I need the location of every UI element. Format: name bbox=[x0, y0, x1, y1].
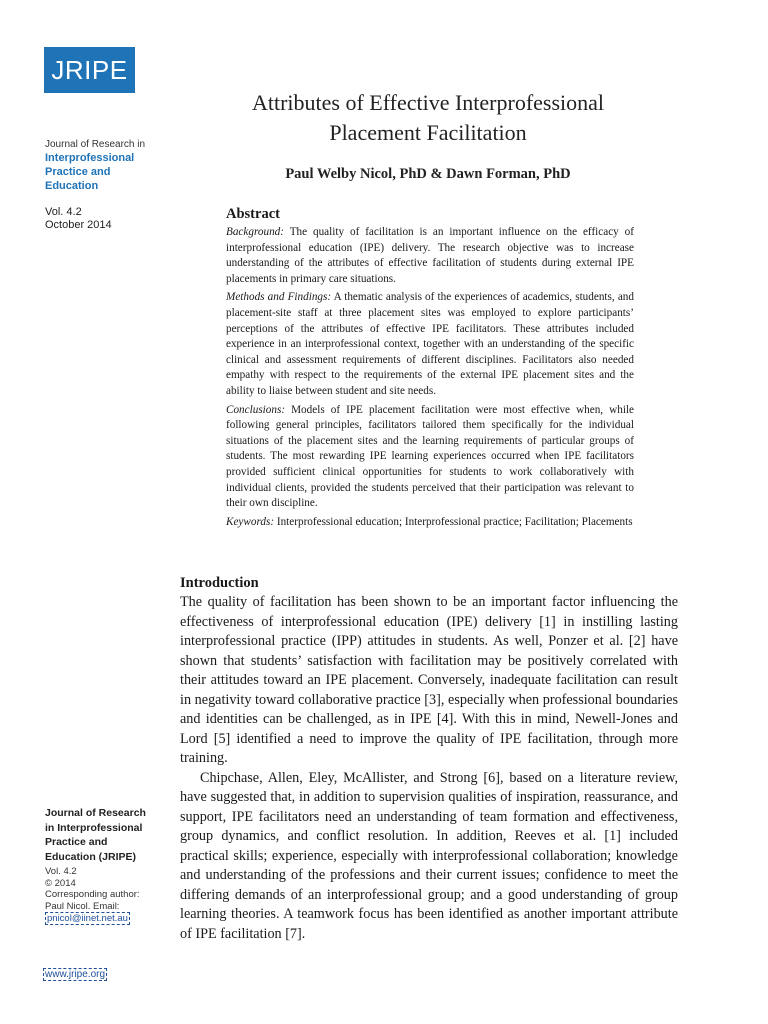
conclusions-label: Conclusions: bbox=[226, 403, 286, 416]
journal-emphasis-line: Interprofessional bbox=[45, 152, 135, 164]
citation-journal-name bbox=[45, 806, 155, 864]
title-line: Attributes of Effective Interprofessional bbox=[251, 90, 605, 115]
background-label: Background: bbox=[226, 226, 284, 238]
website-link[interactable]: www.jripe.org bbox=[45, 969, 106, 980]
paragraph: The quality of facilitation has been shown to be an important factor influencing the effectiveness of interprofessional education (IPE) delivery [1] in instilling lasting interprofessional practice (IPP) attitudes in students. As well, Ponzer et al. [2] have shown that students’ satisfaction with facilitation may be positively correlated with their attitudes toward an IPE placement. Conversely, inadequate facilitation can result in negativity toward collaborative practice [3], especially when professional boundaries and identities can be challenged, as in IPE [4]. With this in mind, Newell-Jones and Lord [5] identified a need to improve the quality of IPE facilitation, through more training. bbox=[180, 594, 678, 766]
abstract-background bbox=[226, 225, 634, 287]
introduction-heading: Introduction bbox=[180, 575, 259, 591]
abstract-keywords bbox=[226, 515, 634, 531]
sidebar-volume-info bbox=[45, 206, 112, 232]
volume: Vol. 4.2 bbox=[45, 206, 82, 218]
article-body bbox=[180, 574, 678, 944]
citation-journal-line: Practice and bbox=[45, 836, 108, 848]
keywords-text: Interprofessional education; Interprofessional practice; Facilitation; Placements bbox=[276, 515, 633, 528]
abstract-section bbox=[226, 206, 634, 533]
background-text: The quality of facilitation is an important influence on the efficacy of interprofessional education (IPE) delivery. The research objective was to increase understanding of the attributes of effective facilitation of students during external IPE placements in primary care situations. bbox=[226, 226, 634, 285]
email-link[interactable]: pnicol@iinet.net.au bbox=[47, 913, 128, 925]
journal-emphasis-line: Education bbox=[45, 180, 99, 192]
sidebar-journal-name bbox=[45, 138, 155, 193]
citation-journal-line: Education (JRIPE) bbox=[45, 850, 137, 863]
authors: Paul Welby Nicol, PhD & Dawn Forman, PhD bbox=[285, 166, 571, 182]
corresponding-name: Paul Nicol. Email: bbox=[45, 900, 120, 912]
methods-label: Methods and Findings: bbox=[226, 291, 332, 304]
citation-volume: Vol. 4.2 bbox=[45, 866, 77, 877]
abstract-methods bbox=[226, 290, 634, 399]
journal-emphasis-line: Practice and bbox=[45, 166, 111, 178]
issue-date: October 2014 bbox=[45, 219, 112, 231]
citation-journal-line: Journal of Research bbox=[45, 807, 146, 819]
conclusions-text: Models of IPE placement facilitation were most effective when, while following general principles, facilitators tailored them specifically for the individual situations of the placement sites and the learning requirements of particular groups of students. The most rewarding IPE learning experiences occurred when IPE facilitators provided sufficient clinical opportunities for students to work collaboratively with individual clients, provided the students perceived that their participation was relevant to their own discipline. bbox=[226, 403, 635, 510]
title-line: Placement Facilitation bbox=[329, 120, 527, 145]
methods-text: A thematic analysis of the experiences of academics, students, and placement-site staff at three placement sites was employed to explore participants’ perceptions of the attributes of effective IPE facilitators. These attributes included experience in an interprofessional context, together with an understanding of the specific clinical and assessment requirements of different disciplines. Facilitators also needed empathy with respect to the requirements of the external IPE placement sites and the ability to liaise between student and site needs. bbox=[226, 291, 634, 397]
abstract-heading: Abstract bbox=[226, 206, 280, 222]
citation-meta bbox=[45, 866, 155, 925]
sidebar-citation-block bbox=[45, 806, 155, 925]
citation-journal-line: in Interprofessional bbox=[45, 821, 143, 834]
abstract-conclusions bbox=[226, 403, 634, 512]
corresponding-label: Corresponding author: bbox=[45, 889, 140, 901]
keywords-label: Keywords: bbox=[226, 515, 275, 528]
journal-prefix: Journal of Research in bbox=[45, 139, 146, 150]
citation-copyright: © 2014 bbox=[45, 877, 76, 889]
journal-logo: JRIPE bbox=[44, 47, 135, 93]
paragraph: Chipchase, Allen, Eley, McAllister, and Strong [6], based on a literature review, have suggested that, in addition to supervision qualities of inspiration, reassurance, and support, IPE facilitators need an understanding of team formation and effectiveness, group dynamics, and conflict resolution. In addition, Reeves et al. [1] included practical skills; experience, especially with interprofessional collaboration; knowledge and understanding of the professions and their current issues; confidence to meet the differing demands of an interprofessional group; and a good understanding of group learning theories. A teamwork focus has been identified as another important attribute of IPE facilitation [7]. bbox=[180, 769, 678, 942]
page-title bbox=[180, 88, 676, 148]
